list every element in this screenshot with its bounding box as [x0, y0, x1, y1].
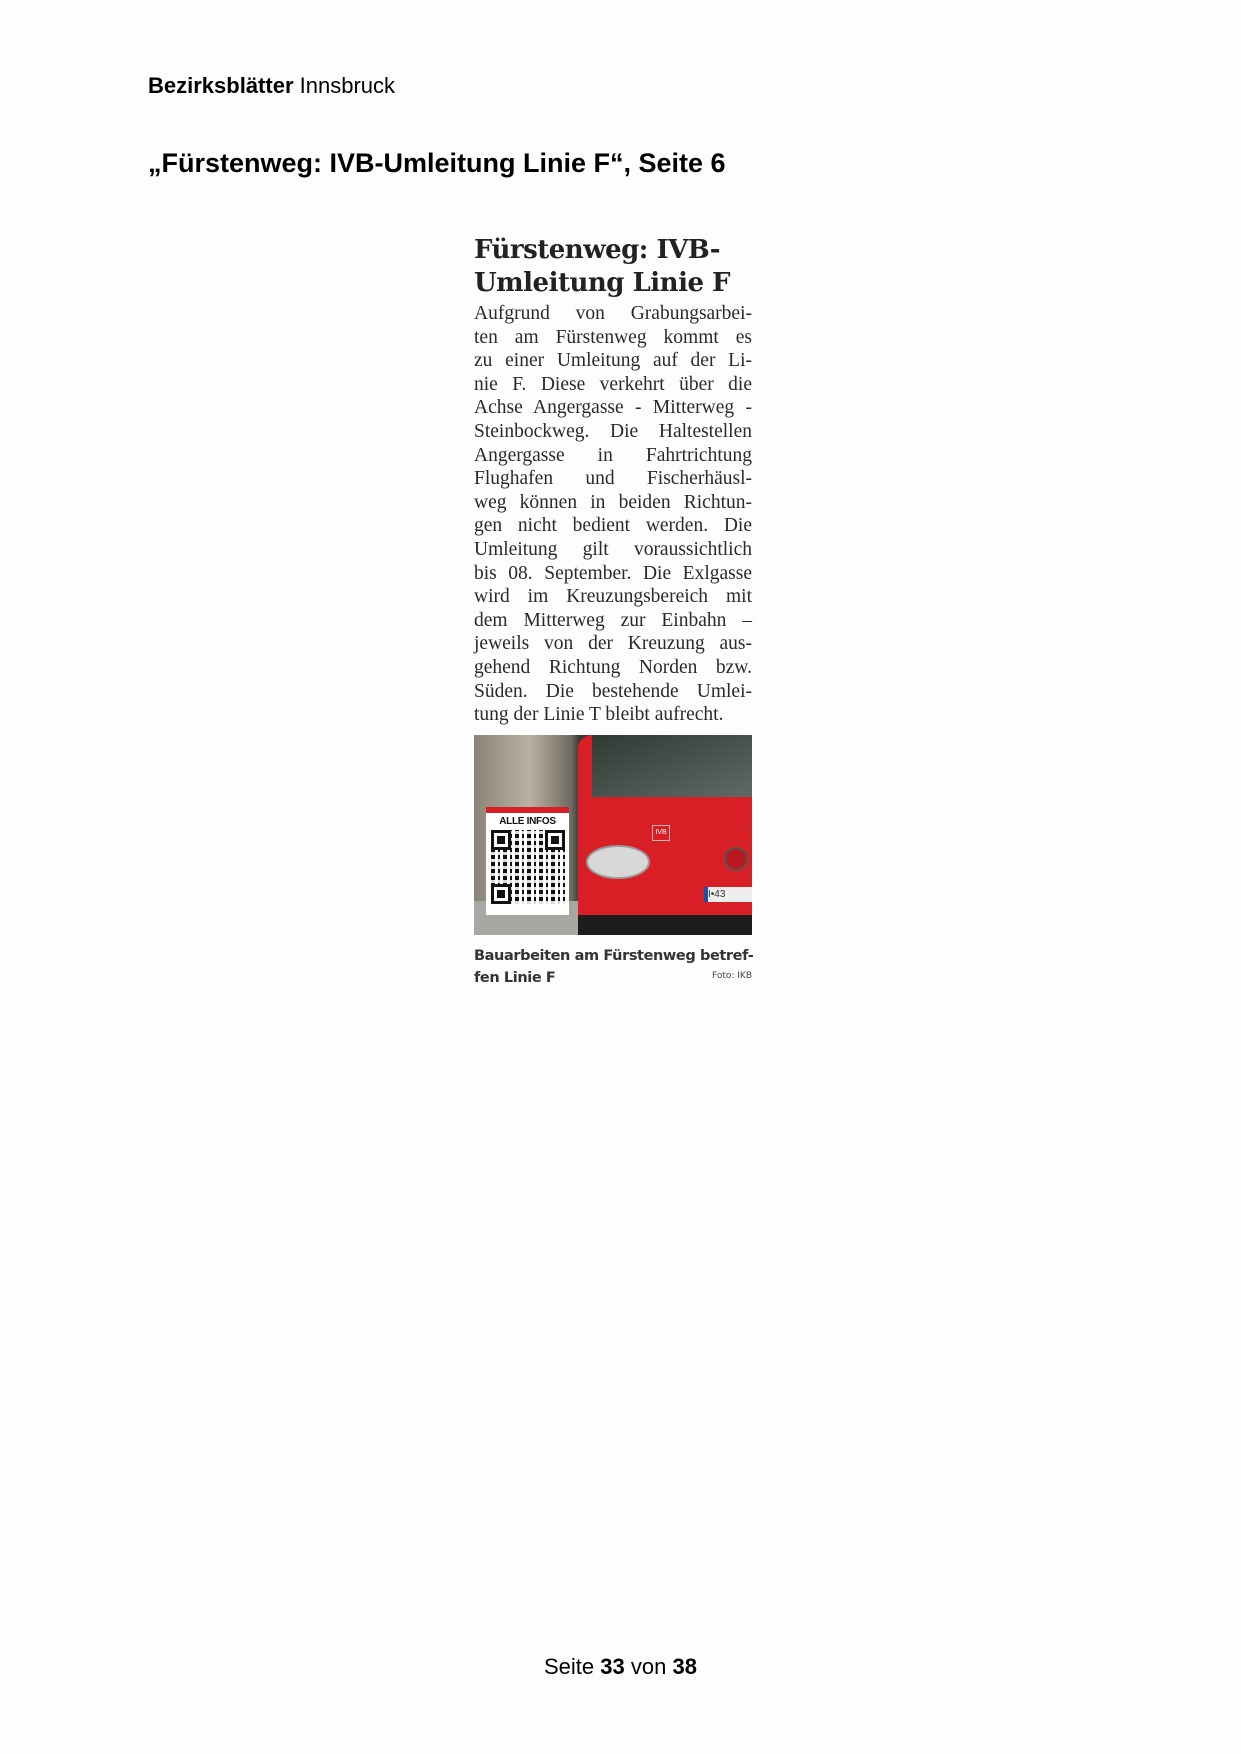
body-line: weg können in beiden Richtun- [474, 491, 752, 513]
license-plate: I•43 [704, 887, 752, 902]
qr-finder-icon [491, 884, 511, 904]
body-line: dem Mitterweg zur Einbahn – [474, 609, 752, 631]
headline-line: Umleitung Linie F [474, 268, 731, 298]
body-line: Aufgrund von Grabungsarbei- [474, 303, 752, 324]
body-line: Achse Angergasse - Mitterweg - [474, 397, 752, 419]
headlight [586, 845, 650, 879]
body-line: Steinbockweg. Die Haltestellen [474, 420, 752, 442]
qr-code-box[interactable] [486, 807, 569, 915]
article-clipping [474, 234, 752, 989]
body-line: Angergasse in Fahrtrichtung [474, 444, 752, 466]
body-line: wird im Kreuzungsbereich mit [474, 586, 752, 608]
bus-photo [474, 735, 752, 935]
body-line: gehend Richtung Norden bzw. [474, 656, 752, 678]
body-line: tung der Linie T bleibt aufrecht. [474, 704, 724, 726]
bus-windshield [592, 735, 752, 797]
total-pages: 38 [672, 1654, 697, 1679]
qr-label: ALLE INFOS [499, 815, 556, 827]
photo-caption [474, 945, 752, 989]
body-line: jeweils von der Kreuzung aus- [474, 633, 752, 655]
publication-source [148, 73, 395, 99]
body-line: ten am Fürstenweg kommt es [474, 326, 752, 348]
qr-code-icon[interactable] [491, 830, 565, 904]
article-headline [474, 234, 752, 300]
article-body [474, 302, 752, 727]
body-line: Süden. Die bestehende Umlei- [474, 680, 752, 702]
photo-credit: Foto: IKB [711, 970, 752, 981]
caption-line: Bauarbeiten am Fürstenweg betref- [474, 947, 754, 964]
mercedes-star-icon [724, 847, 748, 871]
body-line: nie F. Diese verkehrt über die [474, 373, 752, 395]
qr-finder-icon [545, 830, 565, 850]
document-title: „Fürstenweg: IVB-Umleitung Linie F“, Seite 6 [148, 148, 726, 178]
body-line: Umleitung gilt voraussichtlich [474, 538, 752, 560]
footer-middle: von [630, 1654, 667, 1679]
body-line: bis 08. September. Die Exlgasse [474, 562, 752, 584]
page-footer [0, 1654, 1241, 1680]
footer-prefix: Seite [544, 1654, 595, 1679]
caption-line: fen Linie F [474, 969, 556, 986]
body-line: gen nicht bedient werden. Die [474, 515, 752, 537]
current-page: 33 [600, 1654, 625, 1679]
headline-line: Fürstenweg: IVB- [474, 235, 721, 265]
publication-name: Bezirksblätter [148, 73, 294, 98]
body-line: Flughafen und Fischerhäusl- [474, 468, 752, 490]
body-line: zu einer Umleitung auf der Li- [474, 350, 752, 372]
publication-edition: Innsbruck [299, 73, 396, 98]
qr-finder-icon [491, 830, 511, 850]
ivb-logo: IVB [652, 825, 670, 841]
bus-bumper [578, 915, 752, 935]
